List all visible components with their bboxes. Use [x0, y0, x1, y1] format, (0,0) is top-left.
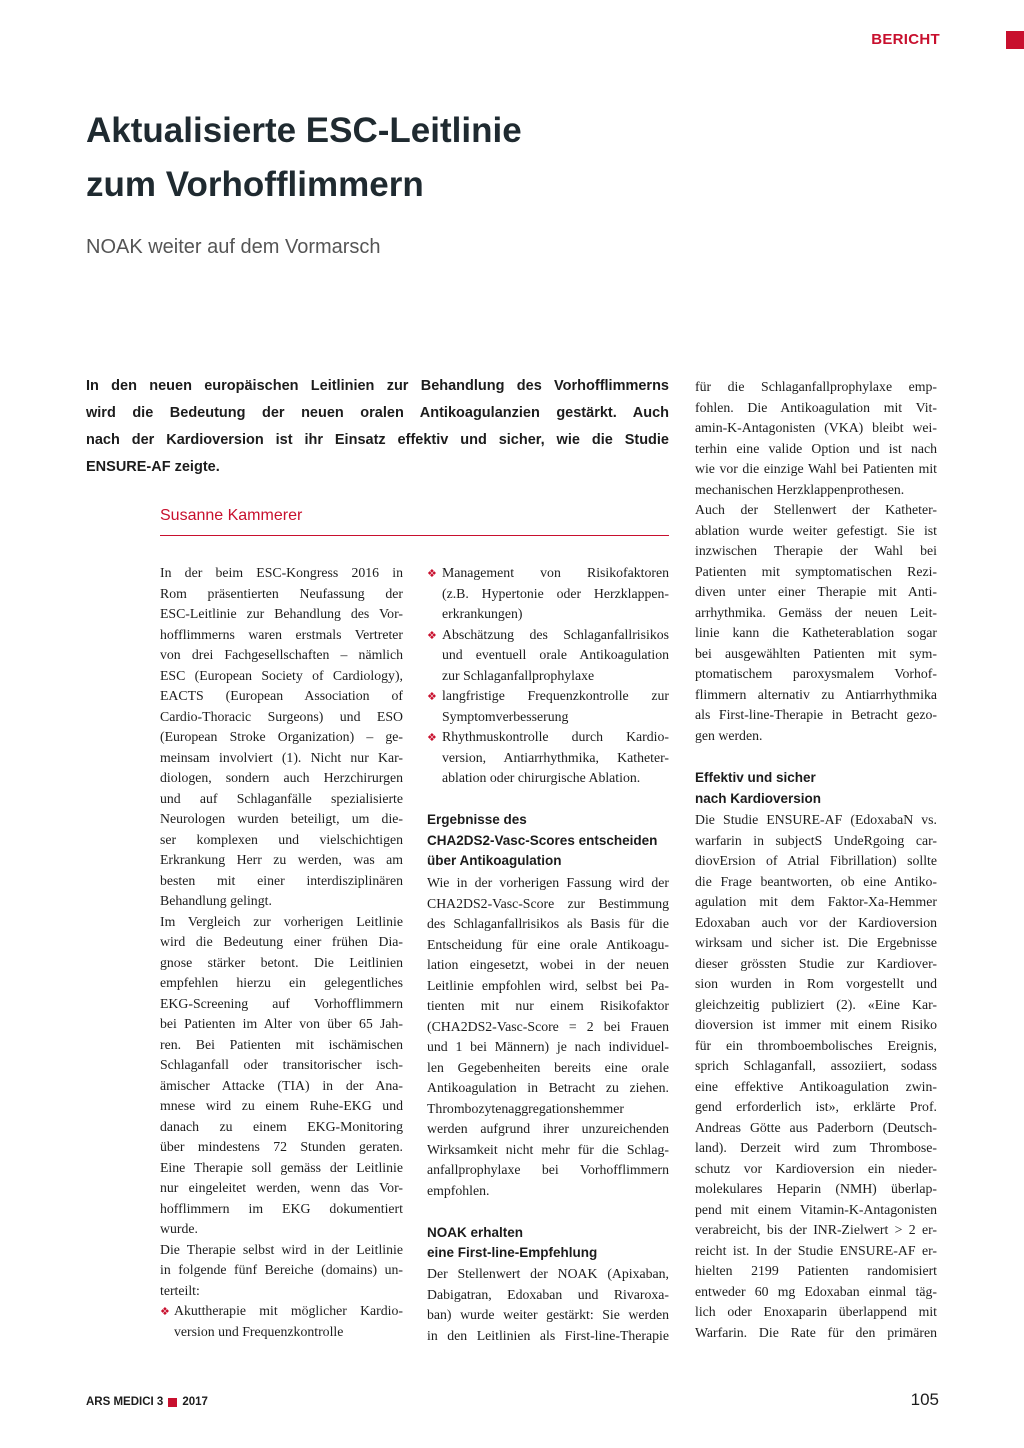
body-text-line: wirksam und sicher ist. Die Ergebnisse — [695, 935, 937, 950]
body-text-line: ESC (European Society of Cardiology), — [160, 667, 403, 683]
body-text-line: sion wurden in Rom vorgestellt und — [695, 976, 937, 991]
body-text-line: lation eingesetzt, wobei in der neuen — [427, 957, 669, 972]
lead-line: wird die Bedeutung der neuen oralen Antikoagulanzien gestärkt. Auch — [86, 405, 669, 421]
bullet-text-line: Management von Risikofaktoren — [442, 565, 669, 580]
body-text-line: empfehlen hierzu ein gelegentliches — [160, 975, 403, 990]
body-text-line: mnese wird zu einem Ruhe-EKG und — [160, 1098, 403, 1113]
body-text-line: Edoxaban auch vor der Kardioversion — [695, 914, 937, 930]
body-text-line: EACTS (European Association of — [160, 688, 403, 703]
body-text-line: meinsam involviert (1). Nicht nur Kar- — [160, 749, 403, 765]
body-text-line: ämischer Attacke (TIA) in der Ana- — [160, 1077, 403, 1093]
body-text-line: Eine Therapie soll gemäss der Leitlinie — [160, 1159, 403, 1175]
body-text-line: Dabigatran, Edoxaban und Rivaroxa- — [427, 1286, 669, 1302]
body-text-line: Leitlinie empfohlen wird, selbst bei Pa- — [427, 977, 669, 993]
section-heading: nach Kardioversion — [695, 791, 822, 806]
body-text-line: Cardio-Thoracic Surgeons) und ESO — [160, 708, 403, 724]
section-heading: CHA2DS2-Vasc-Scores entscheiden — [427, 833, 658, 848]
bullet-text-line: (z.B. Hypertonie oder Herzklappen- — [442, 585, 669, 601]
body-text-line: in den Leitlinien als First-line-Therapie — [427, 1327, 669, 1343]
body-text-line: Behandlung gelingt. — [160, 893, 272, 908]
body-text-line: wurde. — [160, 1221, 198, 1236]
body-text-line: len Gegebenheiten bereits eine orale — [427, 1059, 669, 1075]
body-text-line: verabreicht, bis der INR-Zielwert > 2 er- — [695, 1222, 937, 1237]
bullet-icon: ❖ — [427, 731, 437, 744]
body-text-line: Erkrankung Herr zu werden, was am — [160, 852, 403, 867]
lead-line: nach der Kardioversion ist ihr Einsatz effektiv und sicher, wie die Studie — [86, 432, 669, 448]
body-text-line: terteilt: — [160, 1282, 200, 1298]
body-text-line: für ein thromboembolisches Ereignis, — [695, 1037, 937, 1053]
body-text-line: Warfarin. Die Rate für den primären — [695, 1324, 937, 1340]
body-text-line: molekulares Heparin (NMH) überlap- — [695, 1181, 937, 1196]
body-text-line: EKG-Screening auf Vorhofflimmern — [160, 995, 403, 1011]
body-text-line: lich oder Enoxaparin überlappend mit — [695, 1304, 937, 1319]
body-text-line: als First-line-Therapie in Betracht gezo- — [695, 707, 937, 722]
body-text-line: sprich Schlaganfall, assoziiert, sodass — [695, 1058, 937, 1073]
body-text-line: diven unter einer Therapie mit Anti- — [695, 584, 937, 599]
lead-line: In den neuen europäischen Leitlinien zur Behandlung des Vorhofflimmerns — [86, 378, 669, 394]
bullet-text-line: version und Frequenzkontrolle — [174, 1323, 344, 1339]
body-text-line: die Frage beantworten, ob eine Antiko- — [695, 873, 937, 889]
page-number: 105 — [910, 1390, 939, 1409]
body-text-line: warfarin in subjectS UndeRgoing car- — [695, 832, 937, 848]
bullet-text-line: ablation oder chirurgische Ablation. — [442, 770, 641, 785]
body-text-line: schutz vor Kardioversion ein nieder- — [695, 1160, 937, 1176]
body-text-line: hofflimmerns waren erstmals Vertreter — [160, 626, 403, 642]
section-heading: Ergebnisse des — [427, 812, 527, 827]
body-text-line: Die Therapie selbst wird in der Leitlinie — [160, 1241, 403, 1257]
article-title-line-1: Aktualisierte ESC-Leitlinie — [86, 111, 522, 150]
body-text-line: gen werden. — [695, 727, 763, 743]
body-text-line: Entscheidung für eine orale Antikoagu- — [427, 936, 669, 952]
body-text-line: (CHA2DS2-Vasc-Score = 2 bei Frauen — [427, 1018, 669, 1034]
body-text-line: besten mit einer interdisziplinären — [160, 872, 403, 888]
article-title-line-2: zum Vorhofflimmern — [86, 165, 424, 204]
body-text-line: wie vor die einzige Wahl bei Patienten mit — [695, 461, 937, 476]
body-text-line: Rom präsentierten Neufassung der — [160, 585, 403, 601]
body-text-line: von drei Fachgesellschaften – nämlich — [160, 647, 403, 662]
body-text-line: Antikoagulation in Betracht zu ziehen. — [427, 1080, 669, 1095]
lead-line: ENSURE-AF zeigte. — [86, 459, 220, 475]
body-text-line: anfallprophylaxe bei Vorhofflimmern — [427, 1162, 669, 1177]
author-name: Susanne Kammerer — [160, 507, 303, 524]
body-text-line: arrhythmika. Gemäss der neuen Leit- — [695, 604, 937, 620]
body-text-line: bei Patienten im Alter von über 65 Jah- — [160, 1016, 403, 1031]
body-text-line: linie kann die Katheterablation sogar — [695, 625, 937, 640]
body-text-line: Wirksamkeit nicht mehr für die Schlag- — [427, 1141, 669, 1157]
body-text-line: und 1 bei Männern) je nach individuel- — [427, 1039, 669, 1054]
bullet-text-line: langfristige Frequenzkontrolle zur — [442, 688, 669, 703]
body-text-line: ser komplexen und vielschichtigen — [160, 831, 403, 847]
body-text-line: flimmern alternativ zu Antiarrhythmika — [695, 686, 937, 702]
body-text-line: tienten mit nur einem Risikofaktor — [427, 998, 669, 1013]
body-text-line: Patienten mit symptomatischen Rezi- — [695, 563, 937, 579]
article-subtitle: NOAK weiter auf dem Vormarsch — [86, 236, 381, 258]
bullet-text-line: zur Schlaganfallprophylaxe — [442, 667, 595, 683]
body-text-line: dioversion ist immer mit einem Risiko — [695, 1017, 937, 1032]
bullet-icon: ❖ — [427, 690, 437, 703]
body-text-line: CHA2DS2-Vasc-Score zur Bestimmung — [427, 895, 669, 911]
body-text-line: ren. Bei Patienten mit ischämischen — [160, 1036, 403, 1052]
bullet-text-line: version, Antiarrhythmika, Katheter- — [442, 749, 669, 765]
body-text-line: Auch der Stellenwert der Katheter- — [695, 502, 937, 517]
body-text-line: ablation wurde weiter gefestigt. Sie ist — [695, 522, 937, 538]
body-text-line: für die Schlaganfallprophylaxe emp- — [695, 379, 937, 394]
bullet-text-line: Symptomverbesserung — [442, 708, 569, 724]
bullet-icon: ❖ — [427, 567, 437, 580]
bullet-text-line: Abschätzung des Schlaganfallrisikos — [442, 626, 669, 642]
section-label: BERICHT — [871, 31, 940, 48]
body-text-line: dieser grössten Studie zur Kardiover- — [695, 955, 937, 971]
body-text-line: In der beim ESC-Kongress 2016 in — [160, 565, 403, 580]
body-text-line: agulation mit dem Faktor-Xa-Hemmer — [695, 894, 937, 909]
body-text-line: diovErsion of Atrial Fibrillation) sollte — [695, 853, 937, 868]
body-text-line: Im Vergleich zur vorherigen Leitlinie — [160, 913, 403, 929]
body-text-line: gnose stärker betont. Die Leitlinien — [160, 954, 403, 970]
body-text-line: entweder 60 mg Edoxaban einmal täg- — [695, 1283, 937, 1299]
footer-journal — [86, 1396, 208, 1408]
section-heading: NOAK erhalten — [427, 1225, 524, 1240]
body-text-line: Der Stellenwert der NOAK (Apixaban, — [427, 1266, 669, 1281]
body-text-line: Thrombozytenaggregationshemmer — [427, 1100, 624, 1116]
bullet-icon: ❖ — [160, 1305, 170, 1318]
body-text-line: eine effektive Antikoagulation zwin- — [695, 1078, 937, 1094]
bullet-text-line: Akuttherapie mit möglicher Kardio- — [174, 1303, 403, 1318]
body-text-line: mechanischen Herzklappenprothesen. — [695, 481, 905, 497]
body-text-line: land). Derzeit wird zum Thrombose- — [695, 1140, 937, 1155]
bullet-text-line: und eventuell orale Antikoagulation — [442, 647, 669, 662]
body-text-line: wird die Bedeutung einer frühen Dia- — [160, 934, 403, 949]
body-text-line: bei ausgewählten Patienten mit sym- — [695, 645, 937, 661]
bullet-text-line: Rhythmuskontrolle durch Kardio- — [442, 729, 669, 744]
body-text-line: terhin eine valide Option und ist nach — [695, 440, 937, 456]
body-text-line: (European Stroke Organization) – ge- — [160, 729, 403, 744]
body-text-line: Schlaganfall oder transitorischer isch- — [160, 1057, 403, 1072]
body-text-line: Wie in der vorherigen Fassung wird der — [427, 875, 669, 890]
body-text-line: Die Studie ENSURE-AF (EdoxabaN vs. — [695, 812, 937, 827]
body-text-line: ban) wurde weiter gestärkt: Sie werden — [427, 1307, 669, 1322]
body-text-line: amin-K-Antagonisten (VKA) bleibt wei- — [695, 420, 937, 435]
bullet-icon: ❖ — [427, 628, 437, 642]
section-heading: über Antikoagulation — [427, 853, 562, 868]
body-text-line: inzwischen Therapie der Wahl bei — [695, 543, 937, 558]
body-text-line: fohlen. Die Antikoagulation mit Vit- — [695, 399, 937, 415]
body-text-line: reicht ist. In der Studie ENSURE-AF er- — [695, 1242, 937, 1258]
body-text-line: gend erforderlich ist», erklärte Prof. — [695, 1099, 937, 1114]
body-text-line: danach zu einem EKG-Monitoring — [160, 1118, 403, 1134]
body-text-line: in folgende fünf Bereiche (domains) un- — [160, 1262, 403, 1277]
body-text-line: nur eingeleitet werden, wenn das Vor- — [160, 1180, 403, 1195]
journal-name: ARS MEDICI 3 — [86, 1396, 164, 1408]
body-text-line: Andreas Götte aus Paderborn (Deutsch- — [695, 1119, 937, 1135]
section-heading: Effektiv und sicher — [695, 770, 816, 785]
journal-year: 2017 — [182, 1396, 208, 1408]
body-text-line: hofflimmern im EKG dokumentiert — [160, 1200, 403, 1216]
body-text-line: werden aufgrund ihrer unzureichenden — [427, 1121, 669, 1136]
body-text-line: ptomatischem paroxysmalem Vorhof- — [695, 666, 937, 681]
body-text-line: über mindestens 72 Stunden geraten. — [160, 1139, 403, 1154]
body-text-line: empfohlen. — [427, 1182, 490, 1198]
bullet-text-line: erkrankungen) — [442, 606, 523, 621]
body-text-line: ESC-Leitlinie zur Behandlung des Vor- — [160, 606, 403, 621]
body-text-line: diologen, sondern auch Herzchirurgen — [160, 770, 403, 785]
body-text-line: und auf Schlaganfälle spezialisierte — [160, 790, 403, 806]
body-text-line: hielten 2199 Patienten randomisiert — [695, 1263, 937, 1278]
section-heading: eine First-line-Empfehlung — [427, 1245, 598, 1260]
footer-marker — [168, 1398, 177, 1407]
body-text-line: Neurologen wurden beteiligt, um die- — [160, 811, 403, 826]
body-text-line: des Schlaganfallrisikos als Basis für die — [427, 916, 669, 931]
body-text-line: pend mit einem Vitamin-K-Antagonisten — [695, 1201, 937, 1217]
body-text-line: gleichzeitig publiziert (2). «Eine Kar- — [695, 996, 937, 1012]
